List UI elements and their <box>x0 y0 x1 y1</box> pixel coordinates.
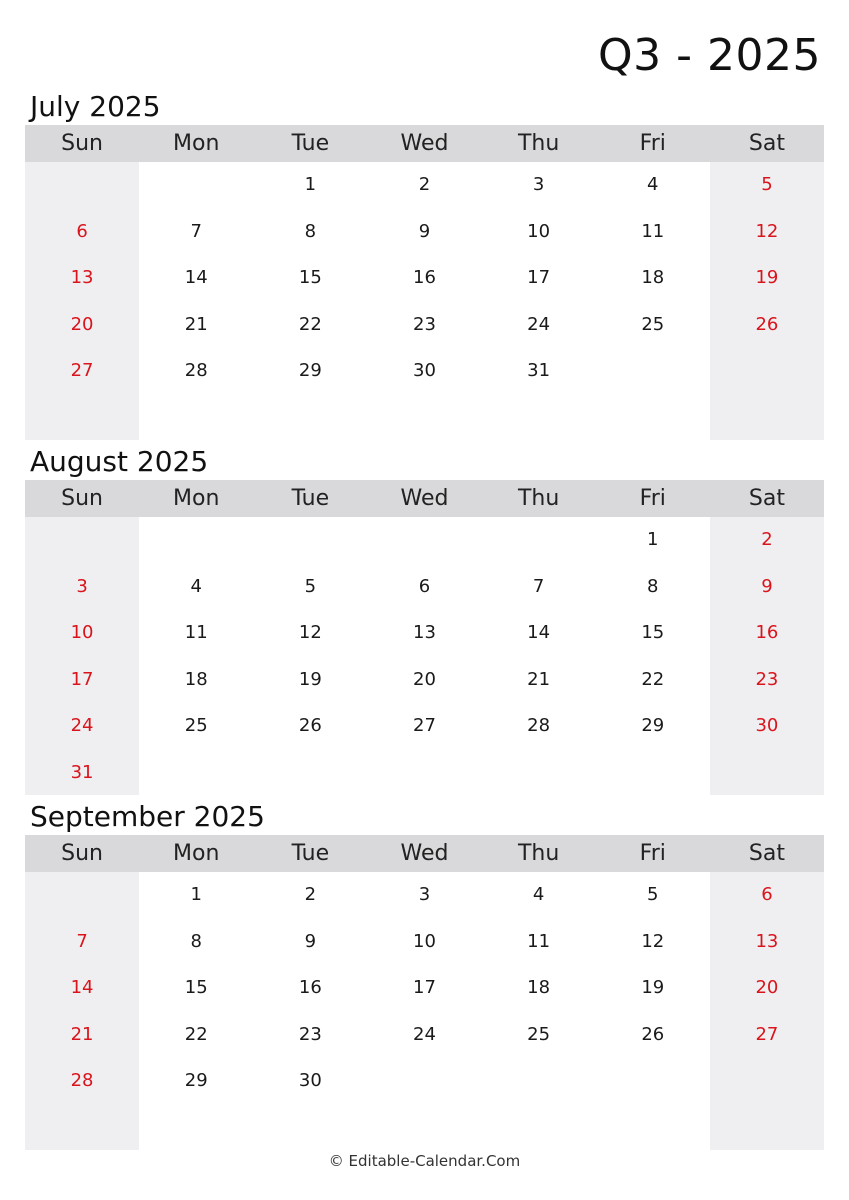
empty-day-cell <box>25 395 139 442</box>
empty-day-cell <box>710 395 824 442</box>
day-cell: 16 <box>298 977 322 998</box>
day-cell: 16 <box>755 622 779 643</box>
day-cell: 9 <box>304 930 317 952</box>
empty-day-cell <box>139 162 253 209</box>
day-cell: 9 <box>761 575 773 597</box>
day-cell: 12 <box>298 622 322 643</box>
day-cell: 20 <box>755 977 779 998</box>
empty-day-cell <box>253 750 367 797</box>
weekday-sat: Sat <box>748 131 785 156</box>
day-cell: 19 <box>755 267 779 288</box>
empty-day-cell <box>482 517 596 564</box>
day-cell: 9 <box>418 220 431 242</box>
day-cell: 6 <box>76 220 88 242</box>
day-cell: 5 <box>761 174 773 195</box>
day-cell: 10 <box>527 220 551 242</box>
weekday-sun: Sun <box>61 841 103 866</box>
day-cell: 26 <box>755 313 779 335</box>
day-cell: 25 <box>184 715 208 736</box>
weekday-header <box>25 125 824 162</box>
weekday-fri: Fri <box>639 486 666 511</box>
day-cell: 6 <box>761 884 773 905</box>
day-cell: 25 <box>527 1023 551 1045</box>
day-cell: 29 <box>184 1070 208 1091</box>
day-grid <box>25 872 824 1150</box>
day-cell: 21 <box>70 1023 94 1045</box>
empty-day-cell <box>596 348 710 395</box>
weekday-tue: Tue <box>291 131 330 156</box>
day-cell: 13 <box>755 930 779 952</box>
day-cell: 23 <box>298 1023 322 1045</box>
weekday-sat: Sat <box>748 841 785 866</box>
day-cell: 3 <box>532 174 545 195</box>
weekday-sun: Sun <box>61 131 103 156</box>
day-cell: 4 <box>532 884 545 905</box>
empty-day-cell <box>482 1058 596 1105</box>
day-cell: 8 <box>190 930 202 952</box>
day-cell: 7 <box>532 575 545 597</box>
weekday-wed: Wed <box>400 486 449 511</box>
day-cell: 24 <box>413 1023 436 1045</box>
weekday-wed: Wed <box>400 131 449 156</box>
day-cell: 27 <box>755 1023 779 1045</box>
weekday-tue: Tue <box>291 486 330 511</box>
day-cell: 2 <box>761 529 773 550</box>
empty-day-cell <box>367 517 481 564</box>
empty-day-cell <box>710 1105 824 1152</box>
weekday-header <box>25 835 824 872</box>
day-cell: 5 <box>304 575 317 597</box>
empty-day-cell <box>367 750 481 797</box>
day-cell: 1 <box>647 529 659 550</box>
day-cell: 4 <box>647 174 659 195</box>
day-cell: 17 <box>70 668 94 690</box>
day-cell: 28 <box>527 715 551 736</box>
day-cell: 3 <box>76 575 88 597</box>
empty-day-cell <box>596 395 710 442</box>
day-cell: 26 <box>641 1023 665 1045</box>
day-grid <box>25 162 824 440</box>
day-cell: 21 <box>527 668 551 690</box>
empty-day-cell <box>367 395 481 442</box>
day-cell: 8 <box>304 220 317 242</box>
day-cell: 17 <box>527 267 551 288</box>
weekday-mon: Mon <box>173 131 220 156</box>
empty-day-cell <box>25 162 139 209</box>
day-cell: 21 <box>184 313 208 335</box>
empty-day-cell <box>139 1105 253 1152</box>
day-cell: 18 <box>184 668 208 690</box>
empty-day-cell <box>596 1058 710 1105</box>
empty-day-cell <box>139 395 253 442</box>
page-title: Q3 - 2025 <box>598 30 821 81</box>
footer-copyright: © Editable-Calendar.Com <box>328 1152 521 1170</box>
empty-day-cell <box>25 872 139 919</box>
day-cell: 30 <box>413 360 436 381</box>
empty-day-cell <box>482 395 596 442</box>
empty-day-cell <box>253 1105 367 1152</box>
day-cell: 8 <box>647 575 659 597</box>
empty-day-cell <box>710 1058 824 1105</box>
empty-day-cell <box>482 750 596 797</box>
day-cell: 12 <box>755 220 779 242</box>
day-cell: 23 <box>413 313 436 335</box>
empty-day-cell <box>139 517 253 564</box>
day-cell: 15 <box>298 267 322 288</box>
day-cell: 25 <box>641 313 665 335</box>
day-cell: 14 <box>184 267 208 288</box>
empty-day-cell <box>710 348 824 395</box>
day-cell: 2 <box>304 884 317 905</box>
day-grid-area <box>25 872 824 1150</box>
weekday-thu: Thu <box>517 131 560 156</box>
day-cell: 30 <box>755 715 779 736</box>
day-grid <box>25 517 824 795</box>
empty-day-cell <box>596 1105 710 1152</box>
day-cell: 15 <box>641 622 665 643</box>
day-cell: 19 <box>641 977 665 998</box>
day-cell: 14 <box>70 977 94 998</box>
empty-day-cell <box>710 750 824 797</box>
month-title: September 2025 <box>30 800 265 833</box>
weekday-sat: Sat <box>748 486 785 511</box>
day-cell: 30 <box>298 1070 322 1091</box>
day-cell: 24 <box>527 313 551 335</box>
weekday-wed: Wed <box>400 841 449 866</box>
day-cell: 6 <box>418 575 431 597</box>
day-cell: 11 <box>641 220 665 242</box>
day-cell: 20 <box>413 668 436 690</box>
empty-day-cell <box>253 395 367 442</box>
day-cell: 31 <box>527 360 551 381</box>
day-cell: 10 <box>70 622 94 643</box>
empty-day-cell <box>25 1105 139 1152</box>
day-cell: 22 <box>184 1023 208 1045</box>
day-cell: 27 <box>70 360 94 381</box>
day-cell: 29 <box>641 715 665 736</box>
empty-day-cell <box>482 1105 596 1152</box>
day-cell: 28 <box>184 360 208 381</box>
weekday-thu: Thu <box>517 841 560 866</box>
day-cell: 12 <box>641 930 665 952</box>
day-cell: 20 <box>70 313 94 335</box>
empty-day-cell <box>139 750 253 797</box>
day-grid-area <box>25 162 824 440</box>
day-cell: 14 <box>527 622 551 643</box>
empty-day-cell <box>367 1058 481 1105</box>
day-cell: 7 <box>76 930 88 952</box>
day-cell: 24 <box>70 715 94 736</box>
day-cell: 13 <box>70 267 94 288</box>
month-title: August 2025 <box>30 445 209 478</box>
weekday-fri: Fri <box>639 131 666 156</box>
empty-day-cell <box>596 750 710 797</box>
day-cell: 1 <box>190 884 202 905</box>
weekday-tue: Tue <box>291 841 330 866</box>
day-cell: 3 <box>418 884 431 905</box>
day-cell: 17 <box>413 977 436 998</box>
day-cell: 31 <box>70 761 94 783</box>
day-cell: 5 <box>647 884 659 905</box>
weekday-thu: Thu <box>517 486 560 511</box>
empty-day-cell <box>253 517 367 564</box>
day-cell: 28 <box>70 1070 94 1091</box>
day-cell: 29 <box>298 360 322 381</box>
day-cell: 4 <box>190 575 202 597</box>
day-grid-area <box>25 517 824 795</box>
weekday-sun: Sun <box>61 486 103 511</box>
day-cell: 15 <box>184 977 208 998</box>
day-cell: 22 <box>641 668 665 690</box>
day-cell: 16 <box>413 267 436 288</box>
month-title: July 2025 <box>30 90 161 123</box>
empty-day-cell <box>367 1105 481 1152</box>
day-cell: 18 <box>527 977 551 998</box>
day-cell: 22 <box>298 313 322 335</box>
day-cell: 18 <box>641 267 665 288</box>
empty-day-cell <box>25 517 139 564</box>
day-cell: 1 <box>304 174 317 195</box>
day-cell: 13 <box>413 622 436 643</box>
day-cell: 23 <box>755 668 779 690</box>
day-cell: 10 <box>413 930 436 952</box>
weekday-fri: Fri <box>639 841 666 866</box>
day-cell: 19 <box>298 668 322 690</box>
day-cell: 11 <box>527 930 551 952</box>
day-cell: 2 <box>418 174 431 195</box>
weekday-mon: Mon <box>173 841 220 866</box>
weekday-header <box>25 480 824 517</box>
day-cell: 26 <box>298 715 322 736</box>
weekday-mon: Mon <box>173 486 220 511</box>
day-cell: 7 <box>190 220 202 242</box>
day-cell: 27 <box>413 715 436 736</box>
day-cell: 11 <box>184 622 208 643</box>
